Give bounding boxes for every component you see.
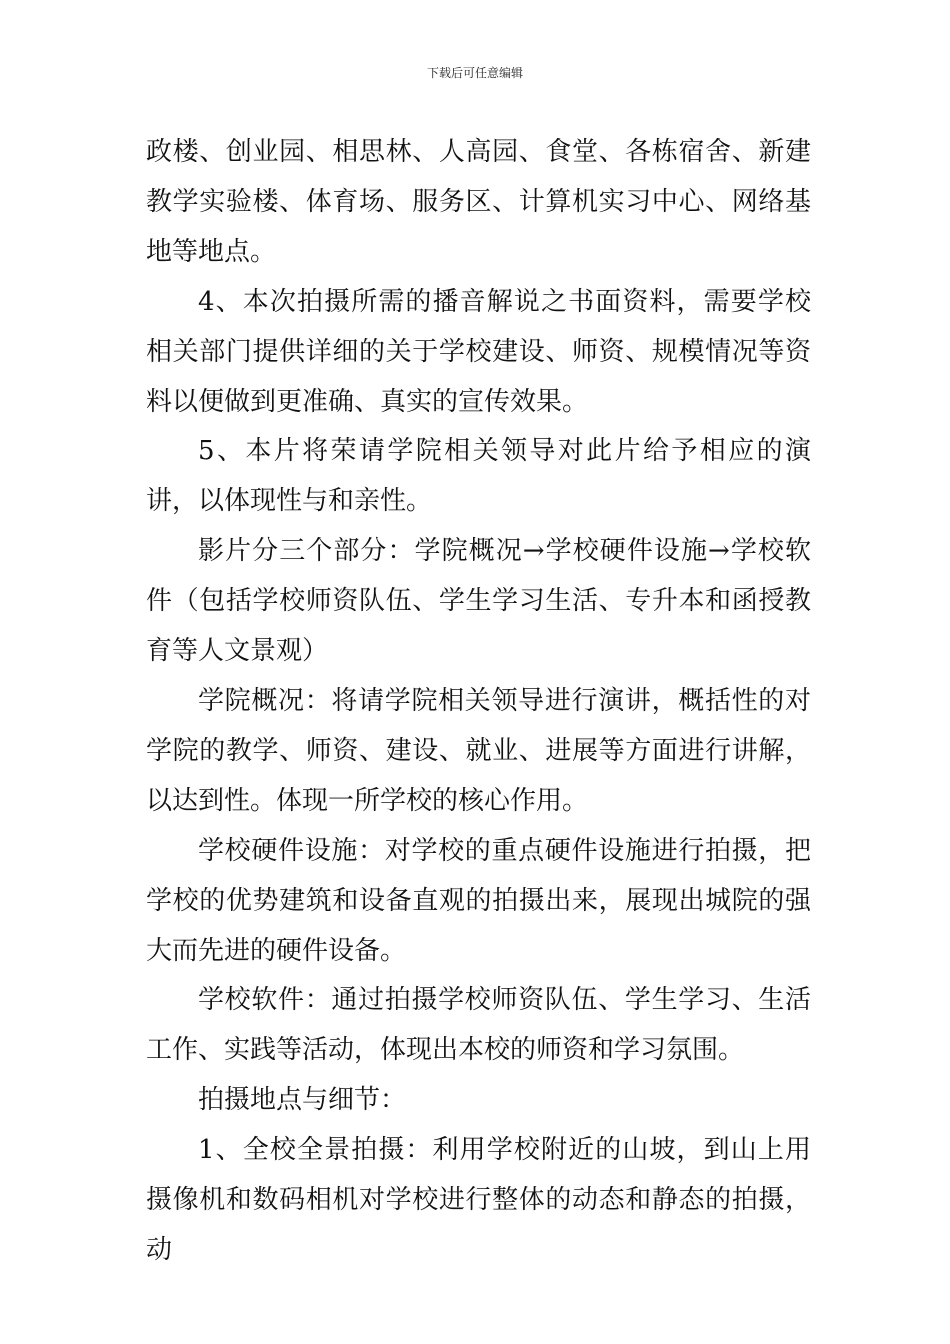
paragraph-shooting-locations-heading: 拍摄地点与细节：: [198, 1085, 407, 1116]
paragraph-item-5-leader-speech: 5、本片将荣请学院相关领导对此片给予相应的演讲，以体现性与和亲性。: [146, 436, 811, 517]
paragraph-film-three-parts: 影片分三个部分：学院概况→学校硬件设施→学校软件（包括学校师资队伍、学生学习生活、专升本和函授教育等人文景观）: [146, 536, 811, 667]
paragraph-school-software: 学校软件：通过拍摄学校师资队伍、学生学习、生活工作、实践等活动，体现出本校的师资和学习氛围。: [146, 985, 811, 1066]
page-header: 下载后可任意编辑: [426, 66, 523, 80]
paragraph-continued-locations: 政楼、创业园、相思林、人高园、食堂、各栋宿舍、新建教学实验楼、体育场、服务区、计算机实习中心、网络基地等地点。: [146, 137, 811, 267]
paragraph-college-overview: 学院概况：将请学院相关领导进行演讲，概括性的对学院的教学、师资、建设、就业、进展等方面进行讲解，以达到性。体现一所学校的核心作用。: [146, 685, 811, 816]
paragraph-item-1-panorama: 1、全校全景拍摄：利用学校附近的山坡，到山上用摄像机和数码相机对学校进行整体的动态和静态的拍摄，动: [146, 1135, 811, 1265]
document-body: [146, 128, 811, 1276]
paragraph-school-hardware: 学校硬件设施：对学校的重点硬件设施进行拍摄，把学校的优势建筑和设备直观的拍摄出来，展现出城院的强大而先进的硬件设备。: [146, 835, 811, 966]
paragraph-item-4-written-materials: 4、本次拍摄所需的播音解说之书面资料，需要学校相关部门提供详细的关于学校建设、师资、规模情况等资料以便做到更准确、真实的宣传效果。: [146, 286, 811, 417]
